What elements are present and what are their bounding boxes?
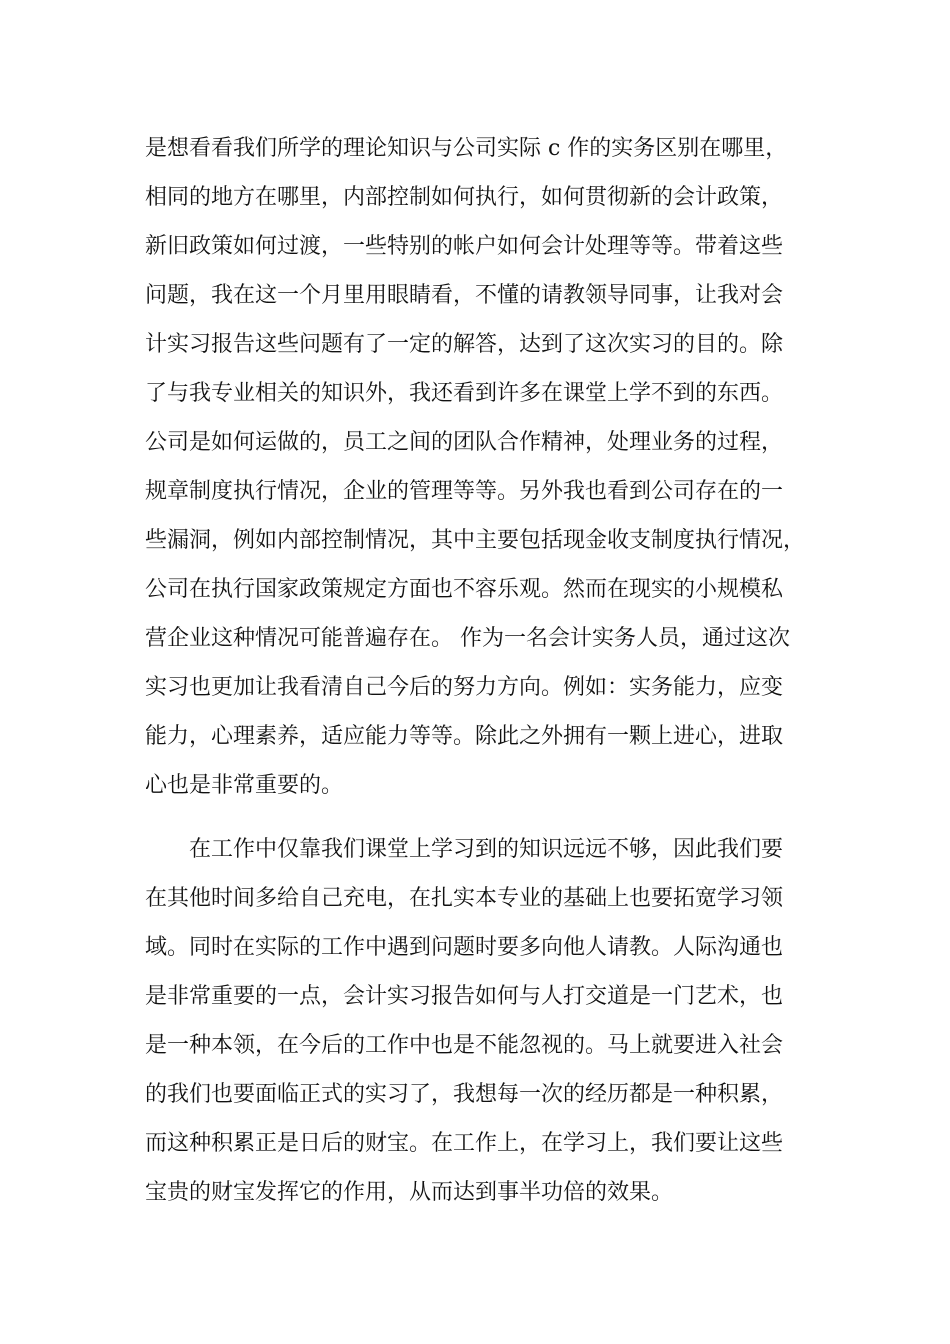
paragraph-2 bbox=[145, 825, 835, 1217]
text-line: 域。同时在实际的工作中遇到问题时要多向他人请教。人际沟通也 bbox=[145, 935, 784, 960]
text-line: 是想看看我们所学的理论知识与公司实际 c 作的实务区别在哪里， bbox=[145, 136, 788, 161]
text-line: 规章制度执行情况，企业的管理等等。另外我也看到公司存在的一 bbox=[145, 479, 784, 504]
text-line: 宝贵的财宝发挥它的作用，从而达到事半功倍的效果。 bbox=[145, 1180, 674, 1205]
paragraph-1 bbox=[145, 124, 835, 810]
text-line: 的我们也要面临正式的实习了，我想每一次的经历都是一种积累， bbox=[145, 1082, 784, 1107]
text-line: 实习也更加让我看清自己今后的努力方向。例如：实务能力，应变 bbox=[145, 675, 784, 700]
text-line: 是一种本领，在今后的工作中也是不能忽视的。马上就要进入社会 bbox=[145, 1033, 784, 1058]
text-line: 是非常重要的一点，会计实习报告如何与人打交道是一门艺术，也 bbox=[145, 984, 784, 1009]
text-line: 而这种积累正是日后的财宝。在工作上，在学习上，我们要让这些 bbox=[145, 1131, 784, 1156]
text-line: 能力，心理素养，适应能力等等。除此之外拥有一颗上进心，进取 bbox=[145, 724, 784, 749]
text-line: 在工作中仅靠我们课堂上学习到的知识远远不够，因此我们要 bbox=[145, 837, 784, 862]
text-line: 了与我专业相关的知识外，我还看到许多在课堂上学不到的东西。 bbox=[145, 381, 784, 406]
text-line: 新旧政策如何过渡，一些特别的帐户如何会计处理等等。带着这些 bbox=[145, 234, 784, 259]
text-line: 计实习报告这些问题有了一定的解答，达到了这次实习的目的。除 bbox=[145, 332, 784, 357]
text-line: 相同的地方在哪里，内部控制如何执行，如何贯彻新的会计政策， bbox=[145, 185, 784, 210]
text-line: 些漏洞，例如内部控制情况，其中主要包括现金收支制度执行情况， bbox=[145, 528, 806, 553]
text-line: 营企业这种情况可能普遍存在。 作为一名会计实务人员，通过这次 bbox=[145, 626, 790, 651]
text-line: 公司在执行国家政策规定方面也不容乐观。然而在现实的小规模私 bbox=[145, 577, 784, 602]
text-line: 心也是非常重要的。 bbox=[145, 773, 344, 798]
text-line: 公司是如何运做的，员工之间的团队合作精神，处理业务的过程， bbox=[145, 430, 784, 455]
text-line: 问题，我在这一个月里用眼睛看，不懂的请教领导同事，让我对会 bbox=[145, 283, 784, 308]
text-line: 在其他时间多给自己充电，在扎实本专业的基础上也要拓宽学习领 bbox=[145, 886, 784, 911]
